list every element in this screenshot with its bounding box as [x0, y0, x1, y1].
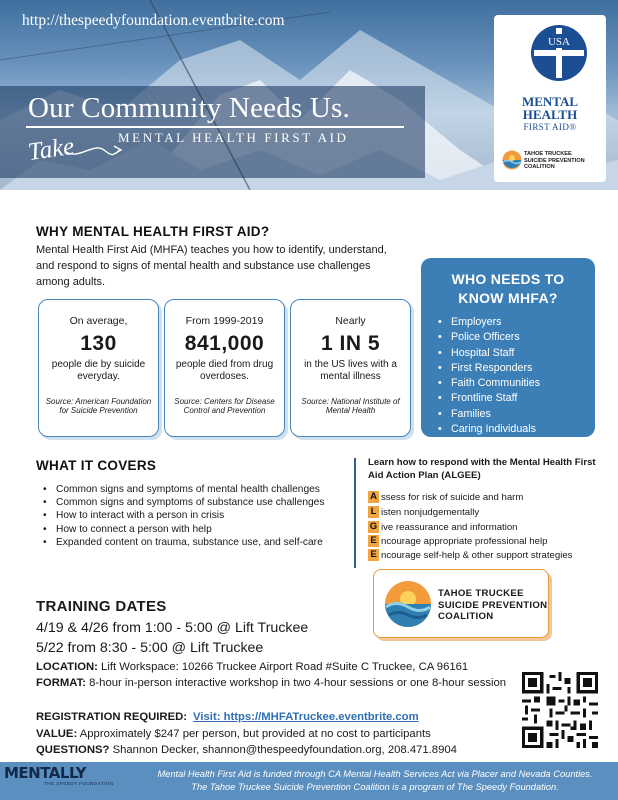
algee-row-listen — [368, 506, 603, 519]
algee-heading: Learn how to respond with the Mental Health First Aid Action Plan (ALGEE) — [368, 457, 596, 481]
footer-bar — [0, 762, 618, 800]
mentally-logo-sub: THE SPEEDY FOUNDATION — [44, 781, 114, 786]
logo-line-3: FIRST AID® — [523, 122, 577, 132]
value-line — [36, 727, 516, 741]
value-label: VALUE: — [36, 728, 78, 740]
algee-divider — [354, 458, 356, 568]
location-value: Lift Workspace: 10266 Truckee Airport Road #Suite C Truckee, CA 96161 — [97, 661, 469, 673]
stat-prefix: From 1999-2019 — [185, 315, 264, 327]
stat-source: Source: American Foundation for Suicide Prevention — [45, 397, 152, 415]
format-label: FORMAT: — [36, 677, 86, 689]
list-item: • Caring Individuals — [451, 422, 540, 437]
training-heading: TRAINING DATES — [36, 598, 167, 615]
logo-line-1: MENTAL — [521, 94, 579, 109]
value-text: Approximately $247 per person, but provided at no cost to participants — [77, 728, 431, 740]
questions-contact: Shannon Decker, shannon@thespeedyfoundation.org, 208.471.8904 — [109, 744, 457, 756]
list-item: • Expanded content on trauma, substance use, and self-care — [56, 536, 356, 549]
algee-letter-badge: E — [368, 549, 379, 561]
stat-card-overdose — [164, 299, 285, 437]
questions-line — [36, 743, 516, 757]
footer-funding-text — [138, 768, 612, 794]
mhfa-cross-logo-icon — [530, 24, 588, 82]
list-item: • How to connect a person with help — [56, 523, 356, 536]
format-value: 8-hour in-person interactive workshop in two 4-hour sessions or one 8-hour session — [86, 677, 507, 689]
stat-card-mental-illness — [290, 299, 411, 437]
covers-heading: WHAT IT COVERS — [36, 458, 157, 473]
stat-number: 841,000 — [184, 332, 265, 355]
why-heading: WHY MENTAL HEALTH FIRST AID? — [36, 224, 270, 239]
page-subtitle: MENTAL HEALTH FIRST AID — [118, 130, 349, 145]
event-url[interactable]: http://thespeedyfoundation.eventbrite.com — [22, 12, 285, 29]
logo-line-2: HEALTH — [522, 107, 578, 122]
list-item: • Hospital Staff — [451, 346, 540, 361]
swirl-arrow-icon — [64, 138, 124, 160]
mentally-logo-text: MENTALLY — [4, 764, 87, 782]
coalition-name — [438, 588, 547, 623]
coalition-mini-line-2: SUICIDE PREVENTION — [524, 157, 585, 164]
logo-usa-text: USA — [547, 36, 571, 48]
registration-line — [36, 710, 516, 724]
list-item: • Frontline Staff — [451, 391, 540, 406]
format-line — [36, 676, 516, 690]
list-item: • First Responders — [451, 361, 540, 376]
list-item: • Common signs and symptoms of mental health challenges — [56, 483, 356, 496]
location-label: LOCATION: — [36, 661, 98, 673]
stat-prefix: Nearly — [335, 315, 366, 327]
registration-link[interactable]: Visit: https://MHFATruckee.eventbrite.com — [193, 711, 419, 723]
algee-row-assess — [368, 491, 603, 504]
stat-prefix: On average, — [69, 315, 128, 327]
why-body-text: Mental Health First Aid (MHFA) teaches you how to identify, understand, and respond to signs of mental health and substance use challenges among adults. — [36, 244, 387, 288]
coalition-line-2: SUICIDE PREVENTION — [438, 599, 548, 611]
who-heading-line-1: WHO NEEDS TO — [451, 271, 565, 287]
mhfa-wordmark — [494, 95, 606, 134]
stat-number: 130 — [80, 332, 117, 355]
footer-line-2: The Tahoe Truckee Suicide Prevention Coalition is a program of The Speedy Foundation. — [191, 782, 559, 792]
stat-source: Source: Centers for Disease Control and Prevention — [174, 397, 275, 415]
training-date-1: 4/19 & 4/26 from 1:00 - 5:00 @ Lift Truckee — [36, 620, 309, 636]
registration-label: REGISTRATION REQUIRED: — [36, 711, 188, 723]
page-title: Our Community Needs Us. — [28, 92, 350, 124]
mhfa-logo-card — [494, 15, 606, 182]
qr-code-icon[interactable] — [522, 672, 598, 748]
stat-card-suicide — [38, 299, 159, 437]
stat-description: in the US lives with a mental illness — [304, 359, 397, 382]
coalition-mini-text — [524, 151, 585, 171]
algee-letter-badge: L — [368, 506, 379, 518]
list-item: • Police Officers — [451, 330, 540, 345]
list-item: • Families — [451, 407, 540, 422]
coalition-line-3: COALITION — [438, 611, 494, 622]
algee-text: ssess for risk of suicide and harm — [381, 492, 524, 503]
sunset-wave-icon — [384, 580, 432, 628]
take-script: Take — [26, 132, 76, 167]
title-divider — [26, 126, 404, 128]
algee-text: ive reassurance and information — [381, 522, 518, 533]
algee-letter-badge: E — [368, 535, 379, 547]
covers-list — [56, 483, 356, 549]
footer-line-1: Mental Health First Aid is funded through CA Mental Health Services Act via Placer and Nevada Counties. — [157, 769, 593, 779]
location-line — [36, 660, 516, 674]
stat-source: Source: National Institute of Mental Health — [301, 397, 400, 415]
who-needs-panel — [421, 258, 595, 437]
mentally-logo — [4, 766, 140, 796]
sunset-wave-icon — [502, 150, 522, 170]
questions-label: QUESTIONS? — [36, 744, 110, 756]
list-item: • Employers — [451, 315, 540, 330]
algee-text: isten nonjudgementally — [381, 507, 480, 518]
who-list — [451, 315, 540, 437]
coalition-mini-line-3: COALITION — [524, 164, 555, 170]
algee-letter-badge: A — [368, 491, 379, 503]
algee-letter-badge: G — [369, 521, 378, 532]
list-item: • How to interact with a person in crisis — [56, 509, 356, 522]
coalition-mini-line-1: TAHOE TRUCKEE — [524, 151, 572, 157]
algee-row-encourage-professional — [368, 535, 603, 548]
training-date-2: 5/22 from 8:30 - 5:00 @ Lift Truckee — [36, 640, 264, 656]
algee-text: ncourage self-help & other support strategies — [381, 550, 573, 561]
list-item: • Faith Communities — [451, 376, 540, 391]
stat-number: 1 IN 5 — [320, 332, 381, 355]
algee-row-give — [368, 521, 603, 534]
coalition-logo-box — [373, 569, 549, 638]
header-banner — [0, 0, 618, 190]
stat-description: people die by suicide everyday. — [51, 359, 146, 382]
stat-description: people died from drug overdoses. — [175, 359, 274, 382]
list-item: • Common signs and symptoms of substance use challenges — [56, 496, 356, 509]
coalition-line-1: TAHOE TRUCKEE — [438, 588, 524, 599]
algee-text: ncourage appropriate professional help — [381, 536, 548, 547]
algee-row-encourage-self-help — [368, 549, 603, 562]
who-heading-line-2: KNOW MHFA? — [458, 290, 558, 306]
who-heading — [421, 270, 595, 308]
